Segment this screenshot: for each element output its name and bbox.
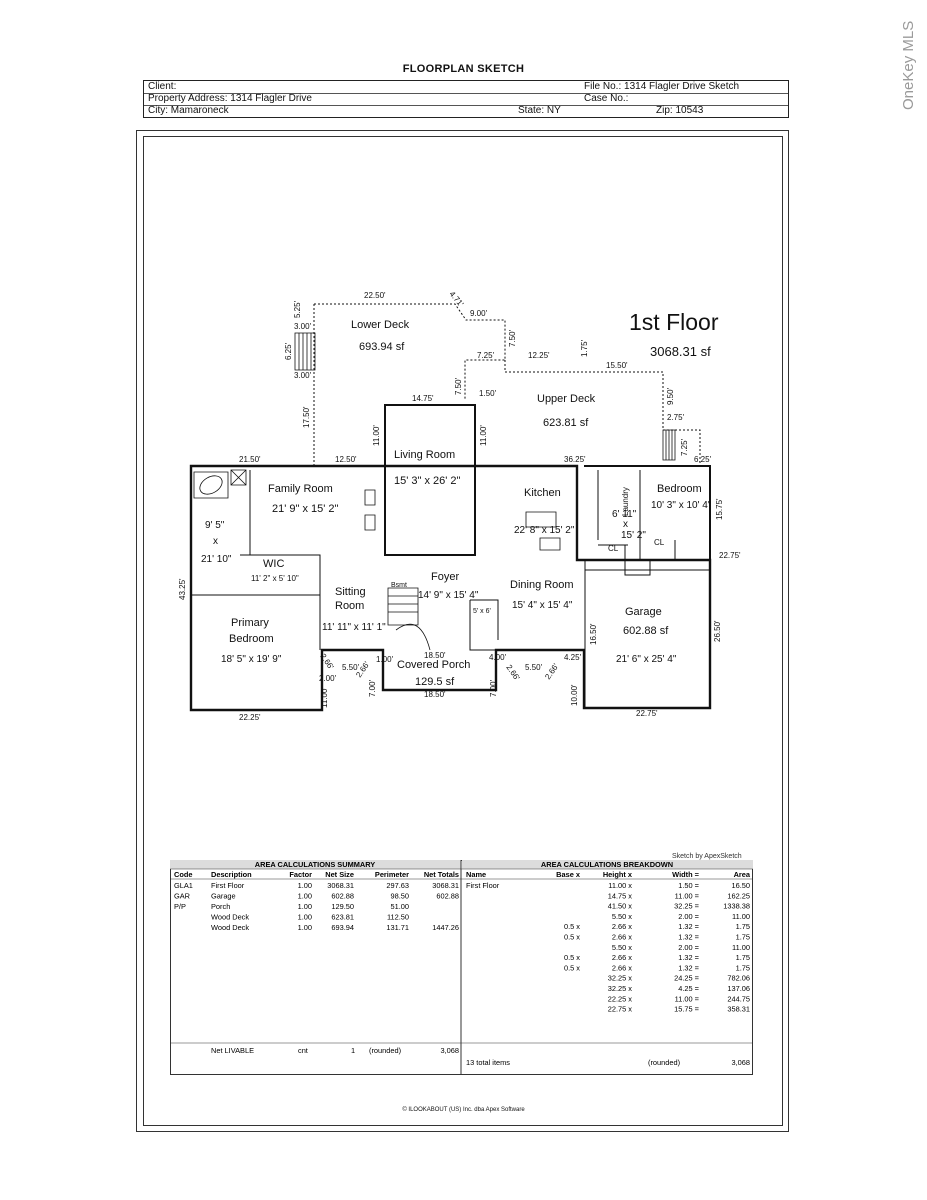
- area-tables: [170, 860, 753, 1075]
- bedroom-size: 10' 3" x 10' 4": [651, 500, 712, 511]
- covered-porch-area: 129.5 sf: [415, 676, 455, 688]
- breakdown-cell: 14.75 x: [607, 891, 632, 901]
- dim-label: 7.25': [477, 351, 495, 360]
- client-label: Client:: [148, 81, 177, 92]
- summary-cell: GLA1: [174, 881, 193, 890]
- dim-label: 5.50': [525, 663, 543, 672]
- summary-cell: Wood Deck: [211, 912, 250, 922]
- dim-label: 1.00': [376, 655, 394, 664]
- summary-cell: 1.00: [297, 902, 312, 911]
- dim-label: 7.00': [368, 679, 377, 697]
- dim-label: 43.25': [178, 578, 187, 600]
- garage-size: 21' 6" x 25' 4": [616, 654, 677, 665]
- bedroom-label: Bedroom: [657, 483, 702, 495]
- breakdown-cell: 41.50 x: [607, 901, 632, 911]
- breakdown-cell: 244.75: [727, 994, 750, 1004]
- dim-label: 9.00': [470, 309, 488, 318]
- breakdown-cell: 5.50 x: [611, 911, 632, 921]
- dim-label: 2.00': [319, 674, 337, 683]
- dim-label: 21.50': [239, 455, 261, 464]
- upper-deck-label: Upper Deck: [537, 393, 596, 405]
- breakdown-cell: 782.06: [727, 973, 750, 983]
- breakdown-cell: 4.25 =: [678, 984, 699, 993]
- summary-cell: Garage: [211, 891, 236, 901]
- laundry-label: Laundry: [621, 487, 630, 516]
- summary-cell: 98.50: [390, 891, 409, 901]
- dim-label: 4.71': [447, 289, 466, 309]
- summary-cell: First Floor: [211, 881, 245, 890]
- summary-cell: GAR: [174, 891, 191, 901]
- breakdown-footer-rounded: (rounded): [648, 1058, 681, 1067]
- breakdown-cell: 1338.38: [723, 901, 750, 911]
- dim-label: 22.25': [239, 713, 261, 722]
- wic-label: WIC: [263, 558, 285, 570]
- dim-label: 12.50': [335, 455, 357, 464]
- file-no: File No.: 1314 Flagler Drive Sketch: [584, 81, 740, 92]
- dim-label: 5.25': [293, 300, 302, 318]
- summary-cell: 602.88: [436, 891, 459, 901]
- case-no: Case No.:: [584, 93, 629, 104]
- breakdown-cell: 11.00 =: [674, 891, 699, 901]
- dim-label: 3.00': [294, 371, 312, 380]
- summary-col-desc: Description: [211, 870, 252, 879]
- breakdown-col-base: Base x: [556, 870, 580, 879]
- closet-label-laundry: CL: [608, 544, 619, 553]
- lower-deck-area: 693.94 sf: [359, 341, 405, 353]
- sitting-room-size: 11' 11" x 11' 1": [322, 622, 386, 633]
- dim-label: 7.50': [508, 329, 517, 347]
- dining-room-size: 15' 4" x 15' 4": [512, 600, 573, 611]
- breakdown-cell: 22.25 x: [607, 994, 632, 1004]
- dim-label: 3.00': [294, 322, 312, 331]
- breakdown-cell: 1.75: [735, 953, 750, 963]
- dim-label: 4.00': [489, 653, 507, 662]
- summary-footer-count: 1: [351, 1046, 356, 1055]
- foyer-size: 14' 9" x 15' 4": [418, 590, 479, 601]
- dim-label: 18.50': [424, 651, 446, 660]
- breakdown-cell: 22.75 x: [607, 1004, 632, 1014]
- breakdown-cell: 32.25 =: [674, 901, 699, 911]
- living-room-size: 15' 3" x 26' 2": [394, 475, 461, 487]
- breakdown-header: [466, 870, 751, 879]
- property-address: Property Address: 1314 Flagler Drive: [148, 93, 312, 104]
- dining-room-label: Dining Room: [510, 579, 574, 591]
- dim-label: 6.25': [284, 342, 293, 360]
- summary-col-code: Code: [174, 870, 193, 879]
- breakdown-cell: 2.00 =: [678, 942, 699, 952]
- dim-label: 12.25': [528, 351, 550, 360]
- dim-label: 11.00': [320, 687, 329, 708]
- breakdown-rows: [466, 881, 750, 1014]
- summary-cell: 1447.26: [432, 923, 459, 932]
- page-title: FLOORPLAN SKETCH: [402, 63, 525, 75]
- summary-cell: Wood Deck: [211, 923, 250, 932]
- summary-cell: 602.88: [331, 891, 354, 901]
- dim-label: 22.50': [364, 291, 386, 300]
- laundry-size-b: x: [623, 519, 628, 530]
- bsmt-label: Bsmt: [391, 582, 407, 589]
- dim-label: 9.50': [666, 387, 675, 405]
- breakdown-cell: 0.5 x: [563, 953, 580, 963]
- dim-label: 2.66': [504, 662, 522, 683]
- breakdown-cell: 137.06: [727, 984, 750, 993]
- breakdown-cell: 2.66 x: [611, 963, 632, 973]
- dim-label: 22.75': [636, 709, 658, 718]
- breakdown-cell: 32.25 x: [607, 984, 632, 993]
- laundry-size-a: 6' 11": [612, 509, 637, 520]
- covered-porch-label: Covered Porch: [397, 659, 471, 671]
- breakdown-cell: 1.75: [735, 922, 750, 932]
- breakdown-cell: 1.32 =: [678, 953, 699, 963]
- watermark-onekey: OneKey MLS: [900, 20, 917, 110]
- sketch-credit: Sketch by ApexSketch: [672, 853, 742, 860]
- foyer-label: Foyer: [431, 571, 460, 583]
- summary-cell: 623.81: [331, 912, 354, 922]
- state: State: NY: [518, 105, 561, 116]
- dim-label: 2.66': [543, 661, 561, 682]
- summary-footer: [211, 1046, 459, 1055]
- breakdown-cell: 11.00 =: [674, 994, 699, 1004]
- primary-bedroom-label-b: Bedroom: [229, 633, 274, 645]
- breakdown-col-height: Height x: [602, 870, 632, 879]
- garage-area: 602.88 sf: [623, 625, 669, 637]
- summary-footer-cnt: cnt: [298, 1046, 308, 1055]
- summary-col-net: Net Size: [325, 870, 354, 879]
- breakdown-footer-items: 13 total items: [466, 1058, 510, 1067]
- summary-rows: [174, 881, 459, 932]
- bath-size-b: x: [213, 536, 218, 547]
- breakdown-col-width: Width =: [672, 870, 699, 879]
- city: City: Mamaroneck: [148, 105, 229, 116]
- dim-label: 17.50': [302, 406, 311, 428]
- living-room-label: Living Room: [394, 449, 456, 461]
- dim-label: 11.00': [372, 425, 381, 446]
- breakdown-col-area: Area: [733, 870, 750, 879]
- summary-col-factor: Factor: [289, 870, 312, 879]
- floor-area: 3068.31 sf: [650, 344, 711, 359]
- dim-label: 22.75': [719, 551, 741, 560]
- summary-cell: 51.00: [390, 902, 409, 911]
- breakdown-cell: 2.66 x: [611, 922, 632, 932]
- summary-cell: Porch: [211, 902, 231, 911]
- laundry-size-c: 15' 2": [621, 530, 646, 541]
- bath-size-c: 21' 10": [201, 554, 232, 565]
- summary-cell: 297.63: [386, 881, 409, 890]
- summary-header: [174, 870, 459, 879]
- closet-label-bedroom: CL: [654, 538, 665, 547]
- dim-label: 1.50': [479, 389, 497, 398]
- wic-size: 11' 2" x 5' 10": [251, 574, 299, 583]
- sitting-room-label-b: Room: [335, 600, 365, 612]
- summary-cell: P/P: [174, 902, 186, 911]
- breakdown-cell: 1.32 =: [678, 963, 699, 973]
- breakdown-cell: 11.00 x: [608, 881, 632, 890]
- family-room-label: Family Room: [268, 483, 333, 495]
- dim-label: 1.75': [580, 339, 589, 357]
- breakdown-cell: 24.25 =: [674, 973, 699, 983]
- dim-label: 2.66': [354, 659, 372, 680]
- breakdown-cell: 0.5 x: [563, 922, 580, 932]
- breakdown-title: AREA CALCULATIONS BREAKDOWN: [540, 860, 674, 869]
- dim-label: 15.75': [715, 498, 724, 520]
- dim-label: 7.25': [680, 438, 689, 456]
- breakdown-cell: 2.66 x: [611, 932, 632, 942]
- small-closet-size: 5' x 6': [473, 608, 491, 615]
- breakdown-footer: [466, 1058, 750, 1067]
- copyright: © ILOOKABOUT (US) Inc. dba Apex Software: [402, 1107, 525, 1113]
- breakdown-cell: 2.66 x: [611, 953, 632, 963]
- summary-cell: 3068.31: [327, 881, 354, 890]
- breakdown-cell: 32.25 x: [607, 973, 632, 983]
- dim-label: 36.25': [564, 455, 586, 464]
- summary-cell: 1.00: [297, 881, 312, 890]
- dim-label: 5.50': [342, 663, 360, 672]
- upper-deck-area: 623.81 sf: [543, 417, 589, 429]
- summary-cell: 1.00: [297, 891, 312, 901]
- breakdown-cell: First Floor: [466, 881, 500, 890]
- dim-label: 11.00': [479, 425, 488, 446]
- summary-footer-total: 3,068: [440, 1046, 459, 1055]
- summary-footer-label: Net LIVABLE: [211, 1046, 254, 1055]
- dim-label: 6.25': [694, 455, 712, 464]
- dim-label: 4.25': [564, 653, 582, 662]
- breakdown-cell: 0.5 x: [563, 932, 580, 942]
- floor-title: 1st Floor: [629, 309, 719, 335]
- breakdown-cell: 2.00 =: [678, 911, 699, 921]
- breakdown-cell: 11.00: [732, 942, 750, 952]
- summary-title: AREA CALCULATIONS SUMMARY: [254, 860, 376, 869]
- summary-footer-rounded: (rounded): [369, 1046, 402, 1055]
- breakdown-cell: 1.32 =: [678, 932, 699, 942]
- sitting-room-label-a: Sitting: [335, 586, 366, 598]
- breakdown-cell: 15.75 =: [674, 1004, 699, 1014]
- summary-cell: 1.00: [297, 912, 312, 922]
- lower-deck-label: Lower Deck: [351, 319, 410, 331]
- breakdown-cell: 358.31: [727, 1004, 750, 1014]
- bath-size-a: 9' 5": [205, 520, 225, 531]
- kitchen-size: 22' 8" x 15' 2": [514, 525, 575, 536]
- summary-cell: 1.00: [297, 923, 312, 932]
- breakdown-cell: 1.75: [735, 932, 750, 942]
- dim-label: 26.50': [713, 620, 722, 642]
- breakdown-cell: 1.32 =: [678, 922, 699, 932]
- summary-cell: 3068.31: [432, 881, 459, 890]
- summary-cell: 112.50: [386, 912, 409, 922]
- garage-label: Garage: [625, 606, 662, 618]
- family-room-size: 21' 9" x 15' 2": [272, 503, 339, 515]
- breakdown-cell: 1.50 =: [678, 881, 699, 890]
- dim-label: 7.50': [454, 377, 463, 395]
- summary-col-perim: Perimeter: [374, 870, 409, 879]
- dim-label: 15.50': [606, 361, 628, 370]
- summary-cell: 693.94: [331, 923, 354, 932]
- summary-cell: 131.71: [386, 923, 409, 932]
- breakdown-cell: 0.5 x: [563, 963, 580, 973]
- breakdown-cell: 162.25: [727, 891, 750, 901]
- dim-label: 2.75': [667, 413, 685, 422]
- breakdown-cell: 16.50: [731, 881, 750, 890]
- breakdown-cell: 5.50 x: [611, 942, 632, 952]
- dim-label: 18.50': [424, 690, 446, 699]
- breakdown-footer-total: 3,068: [731, 1058, 750, 1067]
- summary-col-totals: Net Totals: [423, 870, 459, 879]
- dim-label: 2.66': [318, 651, 336, 672]
- zip: Zip: 10543: [656, 105, 704, 116]
- kitchen-label: Kitchen: [524, 487, 561, 499]
- primary-bedroom-size: 18' 5" x 19' 9": [221, 654, 282, 665]
- primary-bedroom-label-a: Primary: [231, 617, 269, 629]
- summary-cell: 129.50: [331, 902, 354, 911]
- breakdown-cell: 1.75: [735, 963, 750, 973]
- dim-label: 14.75': [412, 394, 434, 403]
- dim-label: 10.00': [570, 684, 579, 706]
- breakdown-col-name: Name: [466, 870, 487, 879]
- breakdown-cell: 11.00: [732, 911, 750, 921]
- dim-label: 7.00': [489, 679, 498, 697]
- dim-label: 16.50': [589, 623, 598, 645]
